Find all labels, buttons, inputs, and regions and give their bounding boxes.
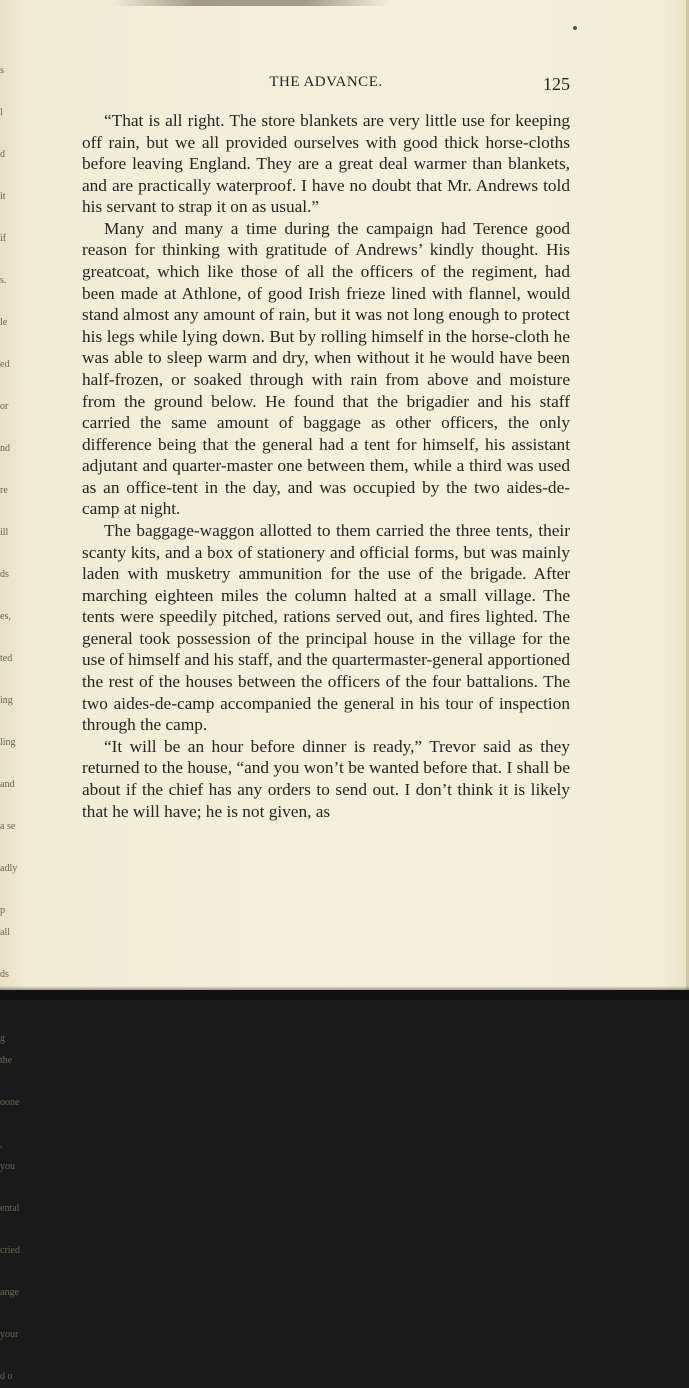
bleed-fragment: g the (0, 1033, 13, 1066)
bleed-fragment: a se (0, 821, 16, 832)
ink-speck (573, 26, 577, 30)
bleed-fragment: ange (0, 1287, 19, 1298)
running-head: THE ADVANCE. (269, 74, 383, 90)
bleed-fragment: ds (0, 969, 9, 980)
paragraph: “It will be an hour before dinner is ready,” Trevor said as they returned to the house, “and you won’t be wanted before that. I shall be about if the chief has any orders to send out. I don’t think it is likely that he will have; he is not given, as (82, 736, 570, 821)
bleed-fragment: nd (0, 443, 10, 454)
bleed-fragment: le (0, 317, 8, 328)
bleed-fragment: ed (0, 359, 10, 370)
page-top-shadow (110, 0, 390, 6)
bleed-fragment: ling (0, 737, 16, 748)
bleed-fragment: your (0, 1329, 19, 1340)
bleed-fragment: oone (0, 1097, 20, 1108)
page-header (82, 74, 570, 98)
bleed-fragment: s (0, 65, 4, 76)
paragraph: The baggage-waggon allotted to them carried the three tents, their scanty kits, and a box of stationery and official forms, but was mainly laden with musketry ammunition for the use of the brigade. After marching eighteen miles the column halted at a small village. The tents were speedily pitched, rations served out, and fires lighted. The general took possession of the principal house in the village for the use of himself and his staff, and the quartermaster-general apportioned the rest of the houses between the officers of the four battalions. The two aides-de-camp accompanied the general in his tour of inspection through the camp. (82, 520, 570, 735)
page-number: 125 (543, 74, 570, 94)
bleed-fragment: ing (0, 695, 13, 706)
bleed-fragment: if (0, 233, 7, 244)
paragraph: Many and many a time during the campaign had Terence good reason for thinking with gratitude of Andrews’ kindly thought. His greatcoat, which like those of all the officers of the regiment, had been made at Athlone, of good Irish frieze lined with flannel, would stand almost any amount of rain, but it was not long enough to protect his legs while lying down. But by rolling himself in the horse-cloth he was able to sleep warm and dry, when without it he would have been half-frozen, or soaked through with rain from above and moisture from the ground below. He found that the brigadier and his staff carried the same amount of baggage as other officers, the only difference being that the general had a tent for himself, his assistant adjutant and quarter-master one between them, while a third was used as an office-tent in the day, and was occupied by the two aides-de-camp at night. (82, 218, 570, 519)
bleed-fragment: ill (0, 527, 9, 538)
bleed-fragment: , you (0, 1139, 15, 1172)
bleed-fragment: it (0, 191, 6, 202)
bleed-fragment: re (0, 485, 8, 496)
bleed-fragment: d (0, 149, 5, 160)
facing-page-bleed-through (0, 60, 20, 1382)
bleed-fragment: or (0, 401, 9, 412)
paragraph: “That is all right. The store blankets are very little use for keeping off rain, but we all provided ourselves with good thick horse-cloths before leaving England. They are a great deal warmer than blankets, and are practically waterproof. I have no doubt that Mr. Andrews told his servant to strap it on as usual.” (82, 111, 570, 217)
bleed-fragment: s. (0, 275, 7, 286)
bleed-fragment: es, (0, 611, 11, 622)
bleed-fragment: adly (0, 863, 18, 874)
bleed-fragment: l (0, 107, 3, 118)
bleed-fragment: p all (0, 905, 10, 938)
bleed-fragment: cried (0, 1245, 20, 1256)
bleed-fragment: and (0, 779, 15, 790)
bleed-fragment: ted (0, 653, 13, 664)
bleed-fragment: ds (0, 569, 9, 580)
bleed-fragment: ental (0, 1203, 20, 1214)
bleed-fragment: d o (0, 1371, 13, 1382)
body-text (82, 110, 570, 822)
page-bottom-edge (0, 990, 689, 1000)
